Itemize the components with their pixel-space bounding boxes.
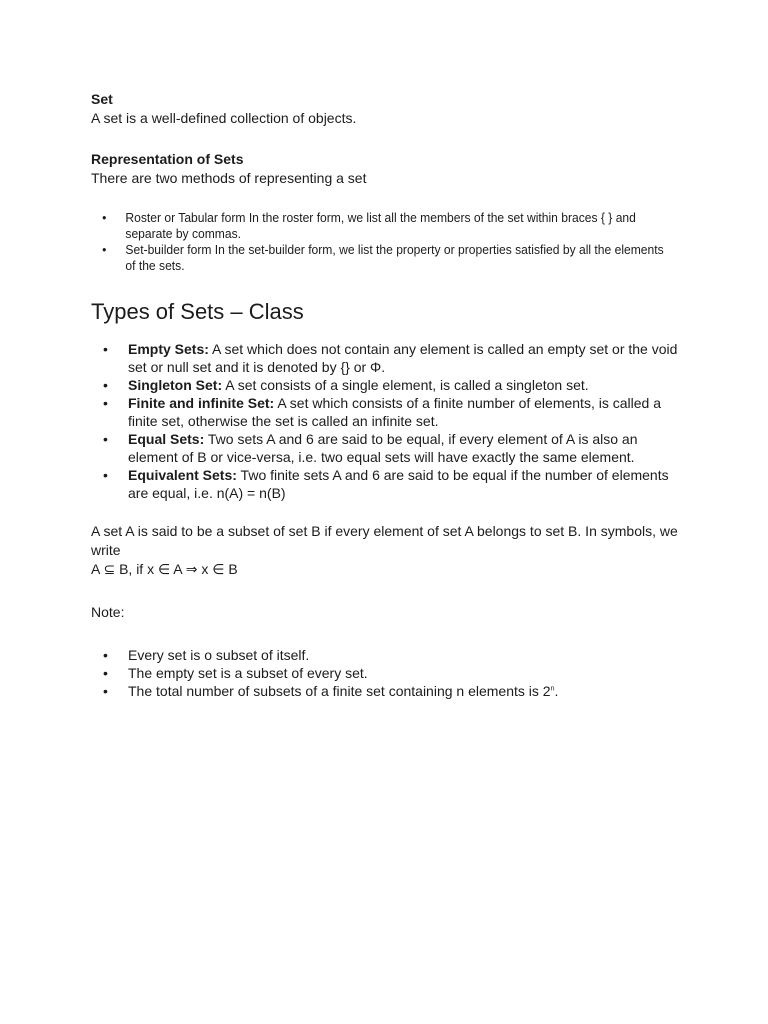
document-page (91, 90, 681, 700)
list-item (91, 340, 681, 376)
sentence-end: . (554, 683, 559, 699)
set-definition: A set is a well-defined collection of objects. (91, 110, 357, 126)
term-label: Empty Sets: (128, 341, 209, 357)
list-item (91, 394, 681, 430)
subset-formula: A ⊆ B, if x ∈ A ⇒ x ∈ B (91, 561, 238, 577)
term-description: A set which does not contain any element is called an empty set or the void set or null set and it is denoted by {} or Φ. (128, 341, 678, 375)
list-item: • Every set is o subset of itself. (91, 646, 681, 664)
term-label: Finite and infinite Set: (128, 395, 275, 411)
term-description: Two finite sets A and 6 are said to be equal if the number of elements are equal, i.e. n(A) = n(B) (128, 467, 669, 501)
types-heading: Types of Sets – Class (91, 299, 304, 324)
list-item (91, 430, 681, 466)
subset-definition: A set A is said to be a subset of set B if every element of set A belongs to set B. In symbols, we write (91, 523, 678, 558)
term-label: Equivalent Sets: (128, 467, 237, 483)
exponent: n (550, 685, 555, 693)
set-heading: Set (91, 91, 113, 107)
term-description: A set consists of a single element, is called a singleton set. (222, 377, 589, 393)
representation-intro: There are two methods of representing a set (91, 170, 367, 186)
note-list (91, 646, 681, 700)
list-item: • Set-builder form In the set-builder form, we list the property or properties satisfied by all the elements of the sets. (91, 242, 668, 274)
list-item (91, 376, 681, 394)
list-item: • The empty set is a subset of every set. (91, 664, 681, 682)
term-label: Equal Sets: (128, 431, 205, 447)
subsets-count-text: The total number of subsets of a finite set containing n elements is 2 (128, 683, 551, 699)
representation-list (91, 210, 668, 274)
term-description: A set which consists of a finite number of elements, is called a finite set, otherwise the set is called an infinite set. (128, 395, 661, 429)
term-label: Singleton Set: (128, 377, 223, 393)
subset-paragraph (91, 522, 681, 579)
term-description: Two sets A and 6 are said to be equal, if every element of A is also an element of B or vice-versa, i.e. two equal sets will have exactly the same element. (128, 431, 638, 465)
types-list (91, 340, 681, 502)
representation-heading: Representation of Sets (91, 151, 244, 167)
list-item: • Roster or Tabular form In the roster form, we list all the members of the set within braces { } and separate by commas. (91, 210, 668, 242)
list-item (91, 682, 681, 700)
list-item (91, 466, 681, 502)
note-label: Note: (91, 604, 125, 620)
